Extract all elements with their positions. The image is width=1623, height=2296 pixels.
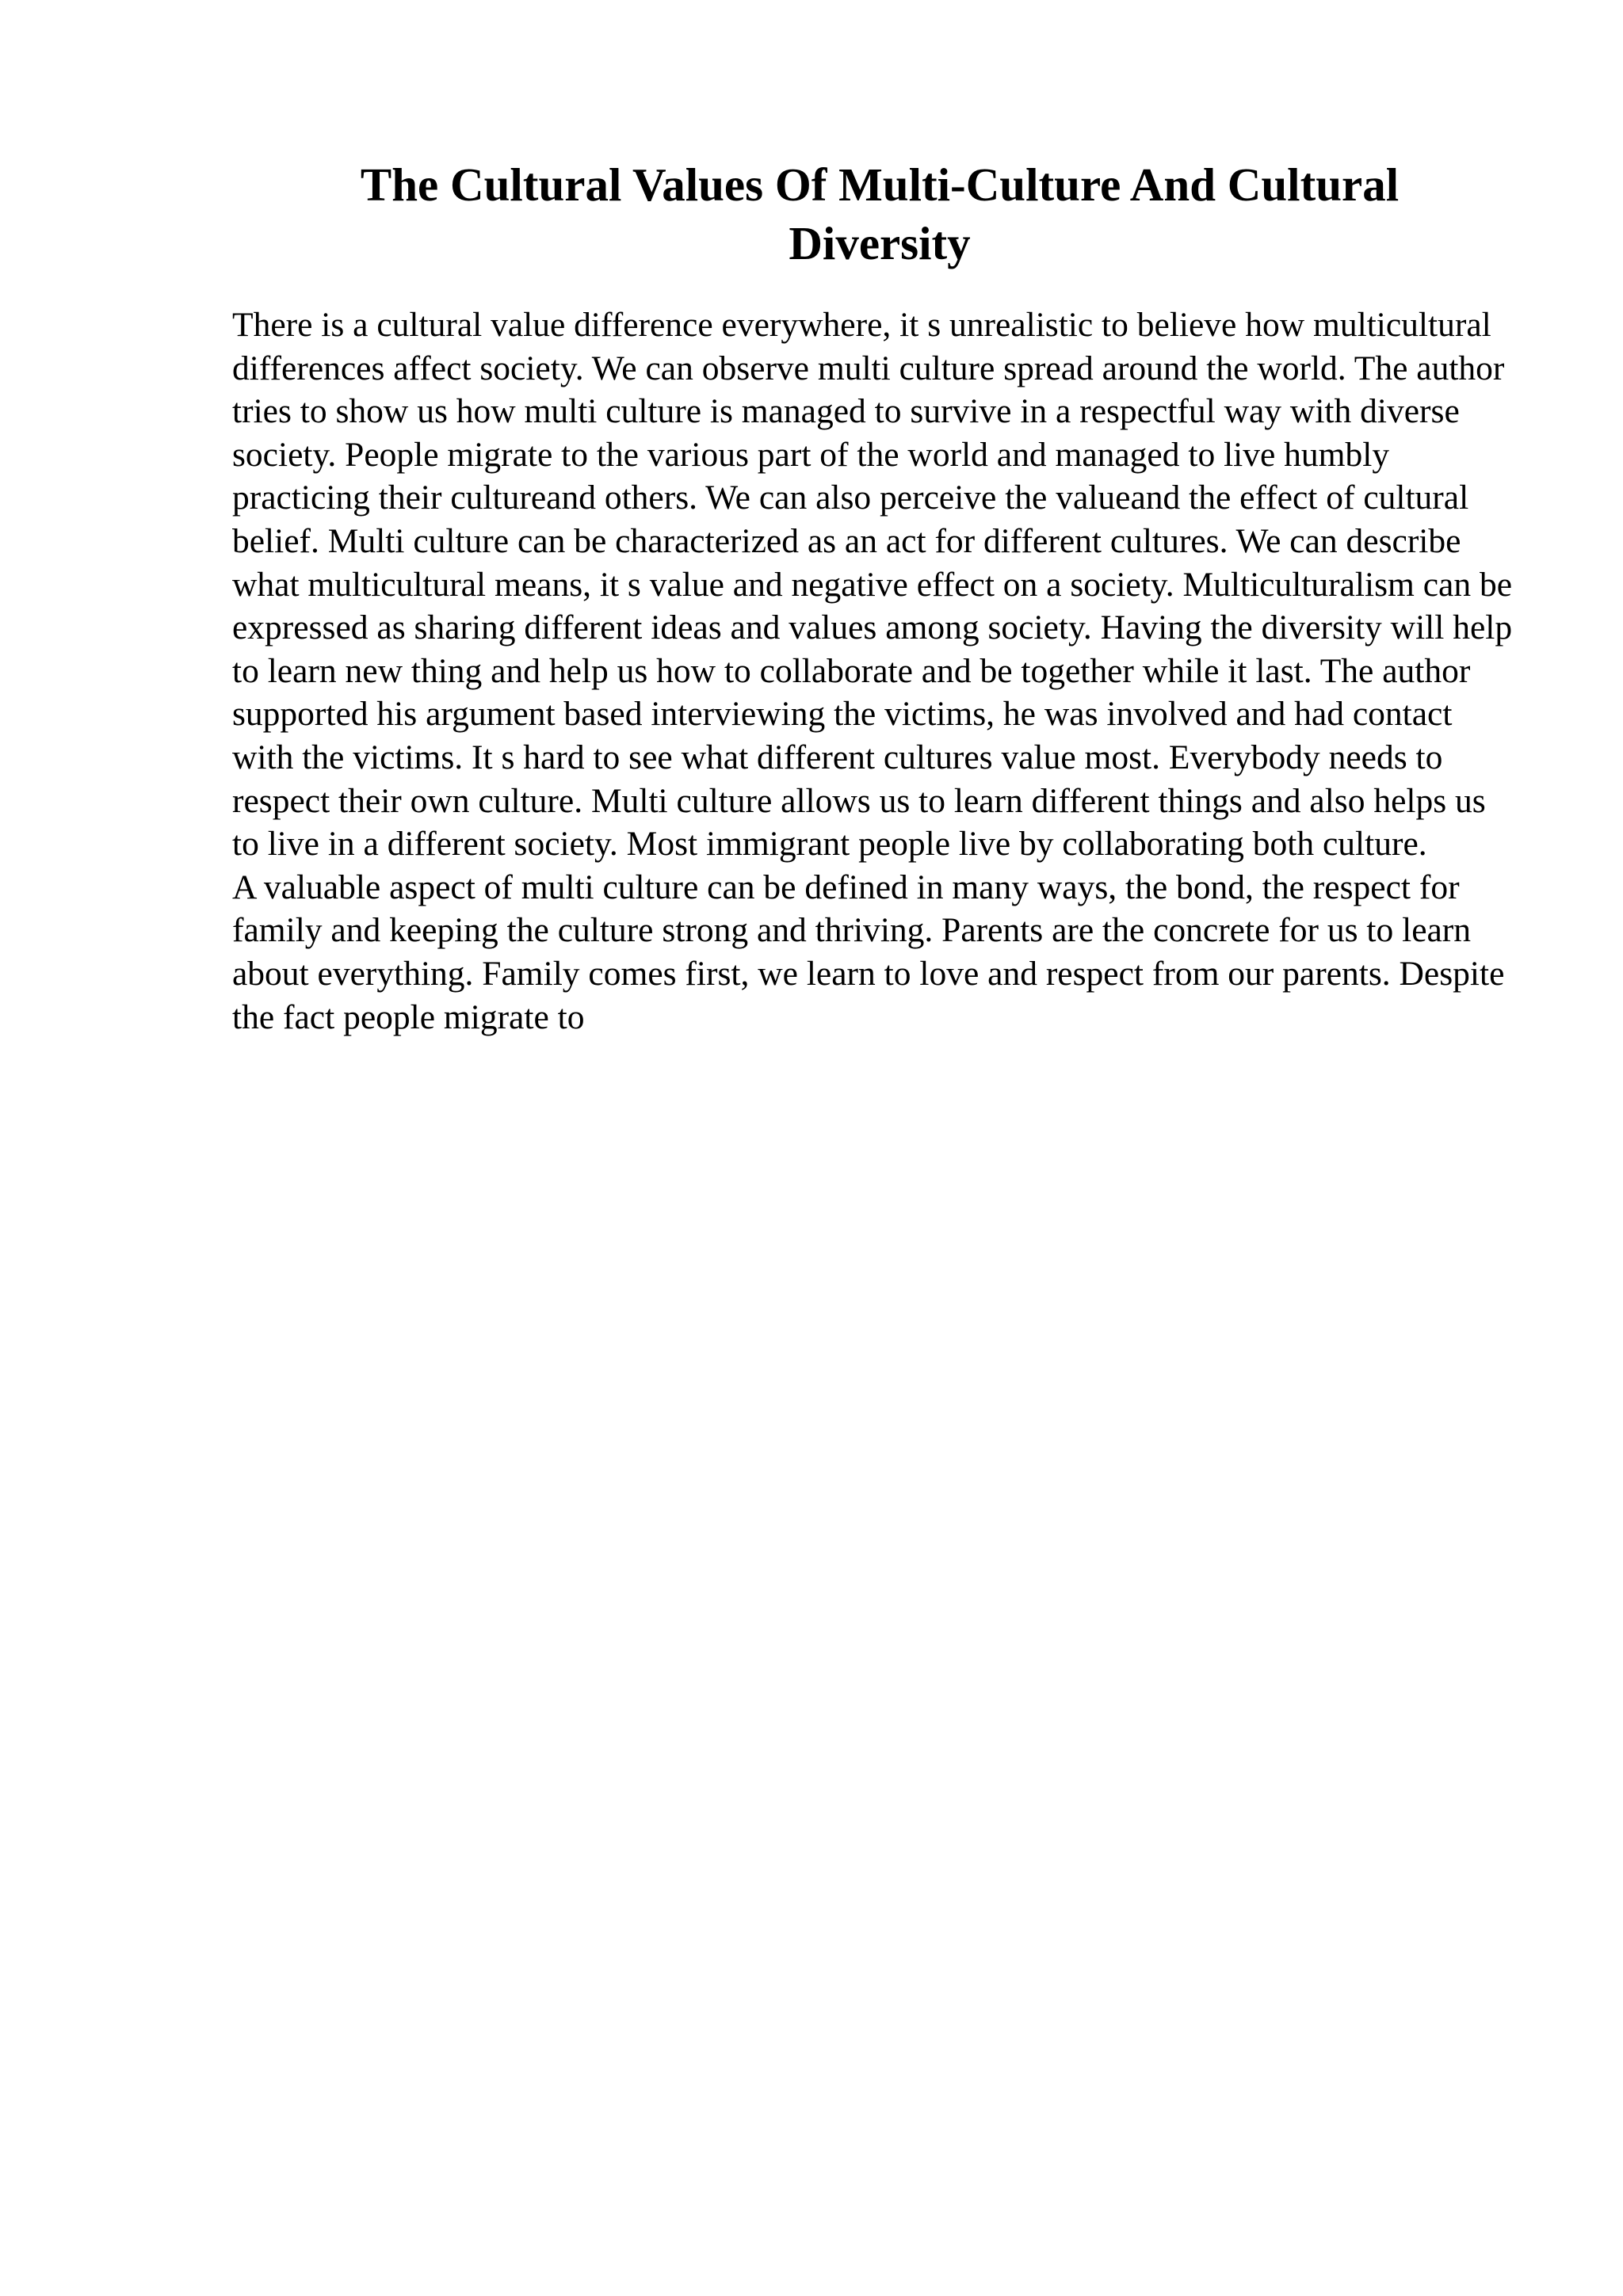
- paragraph-1: There is a cultural value difference everywhere, it s unrealistic to believe how multicultural differences affect society. We can observe multi culture spread around the world. The author tries to show us how multi culture is managed to survive in a respectful way with diverse society. People migrate to the various part of the world and managed to live humbly practicing their cultureand others. We can also perceive the valueand the effect of cultural belief. Multi culture can be characterized as an act for different cultures. We can describe what multicultural means, it s value and negative effect on a society. Multiculturalism can be expressed as sharing different ideas and values among society. Having the diversity will help to learn new thing and help us how to collaborate and be together while it last. The author supported his argument based interviewing the victims, he was involved and had contact with the victims. It s hard to see what different cultures value most. Everybody needs to respect their own culture. Multi culture allows us to learn different things and also helps us to live in a different society. Most immigrant people live by collaborating both culture.: [232, 306, 1513, 864]
- document-title: The Cultural Values Of Multi-Culture And Cultural Diversity: [360, 158, 1400, 269]
- paragraph-2: A valuable aspect of multi culture can be defined in many ways, the bond, the respect for family and keeping the culture strong and thriving. Parents are the concrete for us to learn about everything. Family comes first, we learn to love and respect from our parents. Despite the fact people migrate to: [232, 868, 1505, 1036]
- document-body: [232, 303, 1516, 1039]
